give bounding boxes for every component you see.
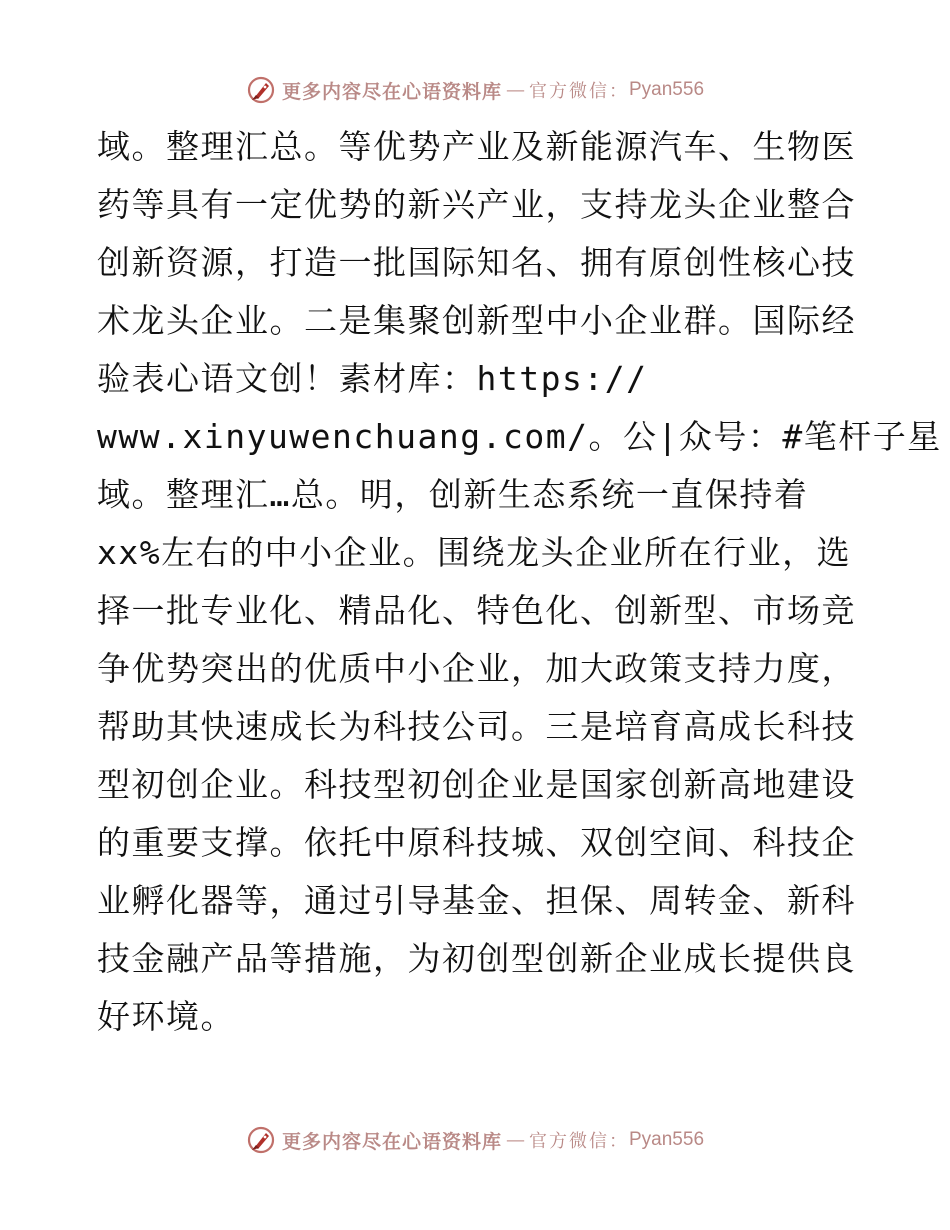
document-line: 型初创企业。科技型初创企业是国家创新高地建设 bbox=[97, 765, 856, 804]
footer-banner bbox=[0, 1120, 950, 1160]
document-line: xx%左右的中小企业。围绕龙头企业所在行业，选 bbox=[97, 533, 852, 572]
header-wechat-id: Pyan556 bbox=[629, 79, 705, 100]
document-line: 药等具有一定优势的新兴产业，支持龙头企业整合 bbox=[97, 185, 856, 224]
header-promo-text: 更多内容尽在心语资料库 bbox=[281, 80, 502, 103]
document-line: www.xinyuwenchuang.com/。公|众号：#笔杆子星 bbox=[97, 417, 942, 456]
document-line: 创新资源，打造一批国际知名、拥有原创性核心技 bbox=[97, 243, 856, 282]
footer-official-label: 官方微信： bbox=[529, 1131, 629, 1152]
document-line: 域。整理汇总。等优势产业及新能源汽车、生物医 bbox=[97, 127, 856, 166]
document-line: 验表心语文创！素材库：https:// bbox=[97, 359, 648, 398]
footer-promo-text: 更多内容尽在心语资料库 bbox=[281, 1130, 502, 1153]
document-line: 域。整理汇…总。明，创新生态系统一直保持着 bbox=[97, 475, 809, 514]
header-banner bbox=[0, 70, 950, 110]
document-body bbox=[97, 118, 942, 1046]
document-line: 择一批专业化、精品化、特色化、创新型、市场竞 bbox=[97, 591, 856, 630]
header-separator: — bbox=[506, 79, 525, 101]
footer-separator: — bbox=[506, 1129, 525, 1151]
document-line: 业孵化器等，通过引导基金、担保、周转金、新科 bbox=[97, 881, 856, 920]
pen-nib-logo-icon bbox=[246, 75, 276, 105]
header-official-label: 官方微信： bbox=[529, 81, 629, 102]
document-line: 的重要支撑。依托中原科技城、双创空间、科技企 bbox=[97, 823, 856, 862]
document-line: 技金融产品等措施，为初创型创新企业成长提供良 bbox=[97, 939, 856, 978]
document-line: 帮助其快速成长为科技公司。三是培育高成长科技 bbox=[97, 707, 856, 746]
document-line: 好环境。 bbox=[97, 997, 235, 1036]
footer-wechat-id: Pyan556 bbox=[629, 1129, 705, 1150]
document-line: 争优势突出的优质中小企业，加大政策支持力度， bbox=[97, 649, 856, 688]
pen-nib-logo-icon bbox=[246, 1125, 276, 1155]
document-line: 术龙头企业。二是集聚创新型中小企业群。国际经 bbox=[97, 301, 856, 340]
